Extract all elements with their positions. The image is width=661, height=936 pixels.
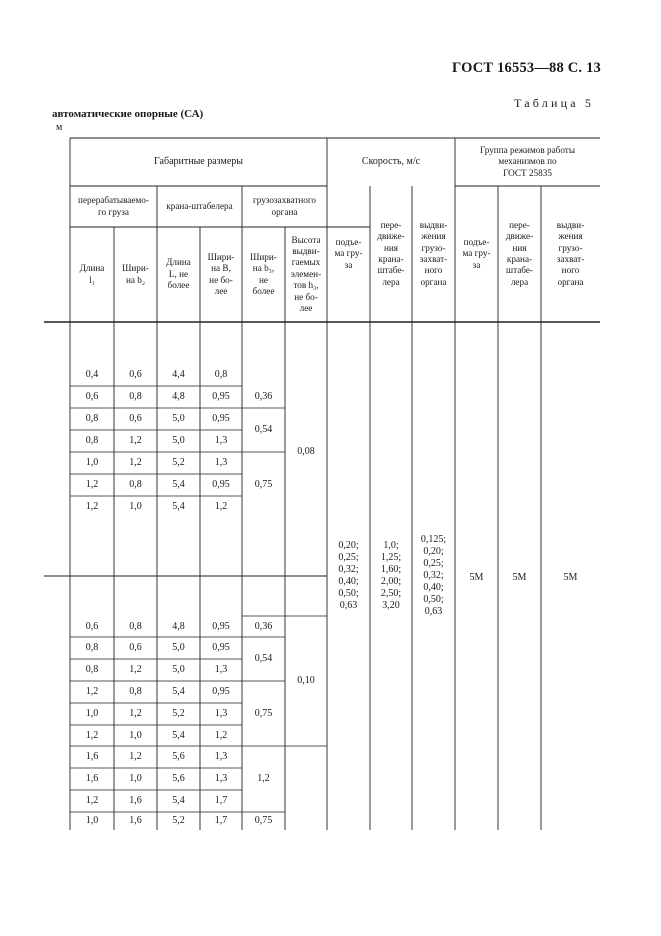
grip-width-cell [242, 812, 285, 830]
page-title: ГОСТ 16553—88 С. 13 [452, 60, 601, 76]
table-cell [70, 452, 114, 474]
table-cell-text: 1,2 [85, 479, 99, 490]
table-cell [70, 790, 114, 812]
table-cell-text: 0,8 [129, 391, 142, 402]
table-cell-text: 5,0 [172, 413, 185, 424]
speed-lift-values [327, 530, 370, 622]
table-cell [70, 496, 114, 518]
table-cell [200, 790, 242, 812]
table-cell-text: 1,6 [85, 773, 99, 784]
speed-extend-values [412, 530, 455, 622]
table-cell [114, 637, 157, 659]
group-lift-value [455, 560, 498, 596]
table-cell-text: 0,8 [129, 686, 142, 697]
grip-width-cell-text: 0,75 [254, 707, 273, 719]
table-cell [70, 408, 114, 430]
table-cell-text: 1,6 [129, 815, 142, 826]
table-cell [114, 725, 157, 746]
table-cell [157, 364, 200, 386]
header-group-dimensions [70, 138, 327, 186]
grip-height-cell [285, 616, 327, 746]
speed-travel-values [370, 530, 412, 622]
table-cell [114, 659, 157, 681]
table-cell-text: 0,95 [212, 642, 230, 653]
col-grip-height-text: Высота выдви- гаемых элемен- тов h₃, не бо- лее [290, 234, 322, 314]
table-cell-text: 0,8 [85, 435, 99, 446]
table-cell [114, 408, 157, 430]
subheader-grip-text: грузозахватного органа [252, 195, 317, 217]
grip-width-cell-text: 0,54 [254, 424, 273, 435]
table-cell-text: 5,4 [172, 501, 185, 512]
table-cell [200, 812, 242, 830]
grip-width-cell [242, 746, 285, 812]
col-grip-width [242, 227, 285, 322]
table-cell [200, 430, 242, 452]
table-cell [114, 474, 157, 496]
table-cell-text: 1,0 [85, 457, 99, 468]
table-cell-text: 1,2 [85, 686, 99, 697]
table-cell [70, 430, 114, 452]
table-cell [157, 408, 200, 430]
table-cell [70, 659, 114, 681]
table-cell [157, 616, 200, 637]
table-cell-text: 1,7 [214, 795, 228, 806]
table-cell [200, 681, 242, 703]
table-cell-text: 0,6 [85, 391, 99, 402]
table-cell-text: 1,0 [129, 501, 142, 512]
table-cell [70, 474, 114, 496]
table-cell-text: 1,3 [214, 664, 228, 675]
grip-width-cell [242, 452, 285, 518]
grip-height-cell-text: 0,08 [297, 446, 315, 457]
header-group-speed [327, 138, 455, 186]
table-cell [157, 681, 200, 703]
speed-travel-values-text: 1,0; 1,25; 1,60; 2,00; 2,50; 3,20 [380, 540, 402, 611]
table-cell [200, 386, 242, 408]
table-cell [114, 812, 157, 830]
table-cell [200, 703, 242, 725]
table-cell [157, 812, 200, 830]
table-cell-text: 1,3 [214, 773, 228, 784]
col-speed-travel [370, 186, 412, 322]
table-cell [114, 746, 157, 768]
table-label: Таблица 5 [514, 96, 595, 110]
col-group-travel [498, 186, 541, 322]
group-travel-value-text: 5М [512, 572, 527, 583]
table-cell [114, 386, 157, 408]
col-speed-extend-text: выдви- жения грузо- захват- ного органа [419, 219, 448, 287]
table-cell [114, 616, 157, 637]
table-cell [200, 408, 242, 430]
table-cell [157, 386, 200, 408]
table-cell-text: 4,4 [172, 369, 185, 380]
table-cell-text: 4,8 [172, 391, 185, 402]
col-group-lift-text: подъе- ма гру- за [462, 236, 491, 270]
col-crane-length-text: Длина L, не более [166, 257, 191, 291]
table-cell-text: 0,95 [212, 391, 230, 402]
table-cell [70, 364, 114, 386]
table-cell-text: 0,6 [85, 620, 99, 632]
table-cell [200, 637, 242, 659]
col-crane-length [157, 227, 200, 322]
table-cell-text: 0,95 [212, 413, 230, 424]
grip-width-cell [242, 616, 285, 637]
col-crane-width [200, 227, 242, 322]
subheader-grip [242, 186, 327, 227]
table-subtitle: автоматические опорные (СА) [52, 108, 204, 120]
col-group-lift [455, 186, 498, 322]
table-cell-text: 1,2 [85, 729, 99, 741]
table-cell [114, 703, 157, 725]
grip-height-cell-text: 0,10 [297, 675, 315, 686]
table-cell-text: 5,2 [172, 457, 185, 468]
subheader-crane-text: крана-штабелера [166, 200, 233, 211]
col-width-text: Шири- на b₂ [122, 263, 149, 285]
table-cell [157, 637, 200, 659]
table-cell-text: 1,3 [214, 708, 228, 719]
col-group-extend-text: выдви- жения грузо- захват- ного органа [556, 219, 585, 287]
col-speed-extend [412, 186, 455, 322]
col-grip-width-text: Шири- на b₃, не более [250, 251, 277, 296]
table-cell [200, 474, 242, 496]
col-speed-travel-text: пере- движе- ния крана- штабе- лера [377, 219, 405, 287]
table-cell-text: 5,2 [172, 708, 185, 719]
table-cell-text: 5,0 [172, 664, 185, 675]
table-cell [70, 616, 114, 637]
grip-width-cell-text: 0,75 [254, 479, 273, 490]
table-cell [114, 452, 157, 474]
table-cell [157, 430, 200, 452]
grip-width-cell-text: 1,2 [257, 773, 270, 784]
table-cell [157, 703, 200, 725]
col-grip-height [285, 227, 327, 322]
col-speed-lift [327, 186, 370, 322]
col-group-travel-text: пере- движе- ния крана- штабе- лера [505, 219, 534, 287]
table-cell-text: 0,4 [85, 369, 99, 380]
table-cell-text: 1,3 [214, 457, 228, 468]
table-cell-text: 0,8 [129, 620, 142, 632]
table-cell [114, 790, 157, 812]
table-cell [200, 746, 242, 768]
table-cell-text: 5,4 [172, 479, 185, 490]
col-group-extend [541, 186, 600, 322]
table-cell-text: 0,8 [85, 413, 99, 424]
table-cell-text: 1,0 [129, 729, 142, 741]
subheader-crane [157, 186, 242, 227]
table-cell-text: 1,2 [214, 729, 228, 741]
table-cell-text: 5,2 [172, 815, 185, 826]
grip-width-cell-text: 0,36 [254, 620, 273, 632]
grip-width-cell [242, 386, 285, 408]
speed-lift-values-text: 0,20; 0,25; 0,32; 0,40; 0,50; 0,63 [338, 540, 359, 611]
table-cell-text: 0,8 [129, 479, 142, 490]
table-cell-text: 5,0 [172, 435, 185, 446]
table-cell-text: 1,2 [129, 457, 142, 468]
table-cell-text: 0,6 [129, 413, 142, 424]
table-cell [114, 768, 157, 790]
table-cell-text: 4,8 [172, 620, 185, 632]
table-cell-text: 0,95 [212, 686, 230, 697]
table-cell-text: 1,2 [129, 751, 142, 762]
table-cell-text: 5,6 [172, 773, 185, 784]
col-length [70, 227, 114, 322]
table-cell-text: 0,8 [214, 369, 228, 380]
unit-label: м [56, 122, 63, 133]
group-extend-value-text: 5М [563, 572, 578, 583]
table-cell-text: 0,6 [129, 369, 142, 380]
table-cell [157, 496, 200, 518]
table-cell-text: 0,95 [212, 479, 230, 490]
grip-width-cell-text: 0,54 [254, 653, 273, 664]
table-cell [70, 725, 114, 746]
table-cell [114, 496, 157, 518]
grip-width-cell [242, 637, 285, 681]
table-cell-text: 1,2 [129, 664, 142, 675]
table-cell [200, 452, 242, 474]
table-cell-text: 1,3 [214, 751, 228, 762]
header-group-dimensions-text: Габаритные размеры [154, 156, 243, 167]
grip-width-cell [242, 408, 285, 452]
table-cell-text: 1,7 [214, 815, 228, 826]
table-cell-text: 1,0 [85, 708, 99, 719]
table-cell [70, 812, 114, 830]
table-cell-text: 1,3 [214, 435, 228, 446]
subheader-cargo [70, 186, 157, 227]
table-cell-text: 1,6 [85, 751, 99, 762]
table-cell-text: 1,6 [129, 795, 142, 806]
group-travel-value [498, 560, 541, 596]
header-group-speed-text: Скорость, м/с [361, 156, 421, 167]
group-extend-value [541, 560, 600, 596]
table-cell [70, 703, 114, 725]
table-cell [70, 637, 114, 659]
table-cell-text: 0,95 [212, 620, 230, 632]
grip-width-cell-text: 0,75 [254, 815, 273, 826]
table-cell-text: 5,4 [172, 686, 185, 697]
col-speed-lift-text: подъе- ма гру- за [334, 236, 363, 270]
table-cell-text: 0,6 [129, 642, 142, 653]
table-cell [200, 496, 242, 518]
table-cell [157, 659, 200, 681]
table-cell-text: 1,2 [214, 501, 228, 512]
table-cell-text: 1,2 [85, 795, 99, 806]
table-cell-text: 1,2 [85, 501, 99, 512]
group-lift-value-text: 5М [469, 572, 484, 583]
table-cell [200, 725, 242, 746]
table-cell [200, 659, 242, 681]
table-cell [114, 364, 157, 386]
header-group-modes [455, 138, 600, 186]
table-cell-text: 1,2 [129, 708, 142, 719]
speed-extend-values-text: 0,125; 0,20; 0,25; 0,32; 0,40; 0,50; 0,63 [420, 534, 447, 617]
table-cell-text: 1,0 [129, 773, 142, 784]
table-cell [114, 681, 157, 703]
subheader-cargo-text: перерабатываемо- го груза [78, 195, 149, 217]
table-cell-text: 5,4 [172, 729, 185, 741]
table-cell [157, 768, 200, 790]
grip-width-cell [242, 681, 285, 746]
table-cell [70, 768, 114, 790]
table-cell [114, 430, 157, 452]
table-cell-text: 0,8 [85, 642, 99, 653]
col-crane-width-text: Шири- на B, не бо- лее [207, 251, 235, 296]
table-cell [200, 364, 242, 386]
col-width [114, 227, 157, 322]
table-cell-text: 0,8 [85, 664, 99, 675]
table-cell [200, 616, 242, 637]
col-length-text: Длина l₁ [79, 263, 105, 285]
table-cell-text: 1,2 [129, 435, 142, 446]
table-cell-text: 5,6 [172, 751, 185, 762]
table-cell [157, 725, 200, 746]
table-cell [157, 452, 200, 474]
table-cell [157, 474, 200, 496]
grip-height-cell [285, 386, 327, 518]
table-cell-text: 5,0 [172, 642, 185, 653]
grip-width-cell-text: 0,36 [254, 391, 273, 402]
table-cell [200, 768, 242, 790]
table-cell-text: 5,4 [172, 795, 185, 806]
table-cell [70, 746, 114, 768]
table-cell [70, 386, 114, 408]
table-cell [70, 681, 114, 703]
header-group-modes-text: Группа режимов работы механизмов по ГОСТ 25835 [480, 144, 575, 178]
table-cell [157, 746, 200, 768]
table-cell [157, 790, 200, 812]
table-cell-text: 1,0 [85, 815, 99, 826]
